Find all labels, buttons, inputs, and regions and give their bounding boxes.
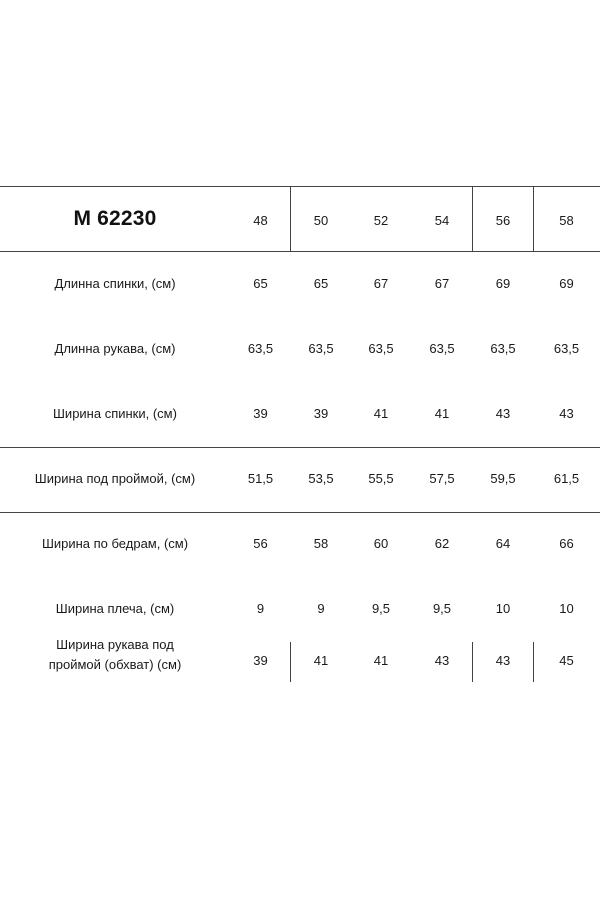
row-value: 55,5 (368, 471, 394, 486)
row-label: Длинна рукава, (см) (54, 341, 176, 356)
row-value: 65 (313, 276, 329, 291)
model-title: M 62230 (73, 206, 157, 230)
row-value: 66 (559, 536, 574, 551)
table-row (0, 381, 600, 446)
row-value: 63,5 (368, 341, 394, 356)
row-value: 64 (495, 536, 511, 551)
row-value: 63,5 (247, 341, 274, 356)
table-row (0, 251, 600, 316)
row-value: 9 (317, 601, 325, 616)
size-table (0, 186, 600, 681)
row-value: 9 (256, 601, 265, 616)
row-value: 43 (559, 406, 574, 421)
header-row (0, 186, 600, 251)
row-label: Длинна спинки, (см) (54, 276, 176, 291)
table-row (0, 511, 600, 576)
table-row (0, 316, 600, 381)
row-value: 41 (373, 406, 389, 421)
size-header: 48 (253, 213, 268, 228)
row-value: 61,5 (553, 471, 580, 486)
row-value: 41 (434, 406, 450, 421)
row-value: 45 (559, 652, 574, 668)
row-label: Ширина спинки, (см) (53, 406, 177, 421)
row-label (0, 635, 230, 675)
row-value: 63,5 (490, 341, 516, 356)
row-value: 58 (313, 536, 329, 551)
row-value: 63,5 (308, 341, 334, 356)
row-value: 43 (495, 406, 511, 421)
row-value: 67 (373, 276, 389, 291)
row-value: 62 (434, 536, 450, 551)
size-header: 50 (313, 213, 329, 228)
size-header: 52 (373, 213, 389, 228)
row-value: 63,5 (553, 341, 580, 356)
row-value: 67 (434, 276, 450, 291)
row-label-line2: проймой (обхват) (см) (48, 657, 182, 672)
row-value: 41 (373, 652, 389, 668)
row-value: 65 (253, 276, 268, 291)
row-label-line1: Ширина рукава под (56, 637, 174, 652)
table-row (0, 639, 600, 681)
size-header: 58 (559, 213, 574, 228)
size-header: 54 (434, 213, 450, 228)
row-value: 9,5 (371, 601, 391, 616)
row-value: 9,5 (432, 601, 452, 616)
row-value: 56 (253, 536, 268, 551)
row-value: 57,5 (429, 471, 455, 486)
size-header: 56 (495, 213, 511, 228)
row-value: 39 (253, 652, 268, 668)
row-value: 60 (373, 536, 389, 551)
row-value: 41 (313, 652, 329, 668)
row-value: 69 (559, 276, 574, 291)
row-value: 43 (434, 652, 450, 668)
table-row (0, 446, 600, 511)
row-value: 39 (313, 406, 329, 421)
row-value: 53,5 (308, 471, 334, 486)
row-value: 39 (253, 406, 268, 421)
table-row (0, 576, 600, 641)
row-value: 43 (495, 652, 511, 668)
row-value: 51,5 (247, 471, 274, 486)
row-label: Ширина под проймой, (см) (34, 471, 196, 486)
row-value: 10 (495, 601, 511, 616)
row-value: 69 (495, 276, 511, 291)
row-label: Ширина плеча, (см) (55, 601, 175, 616)
row-value: 63,5 (429, 341, 455, 356)
row-value: 10 (559, 601, 574, 616)
row-label: Ширина по бедрам, (см) (41, 536, 189, 551)
row-value: 59,5 (490, 471, 516, 486)
